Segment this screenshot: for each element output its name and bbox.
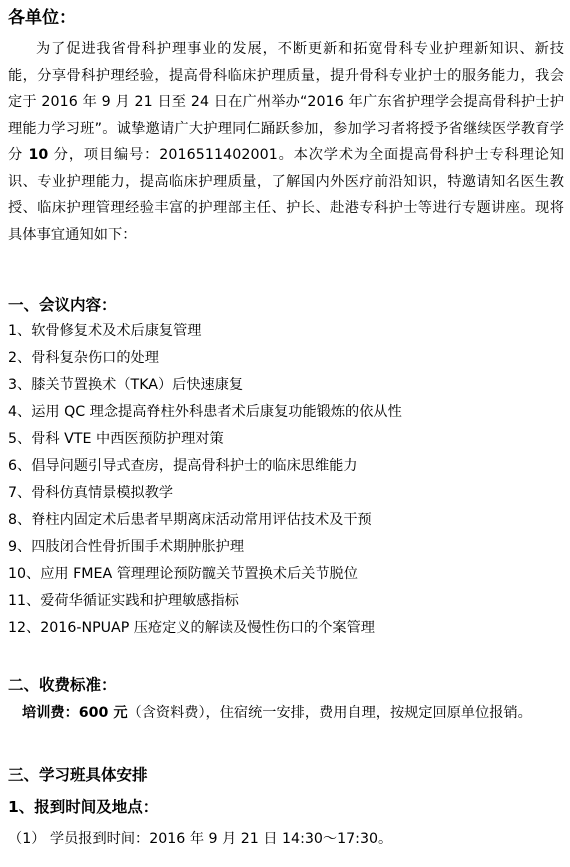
section2-title: 二、收费标准： bbox=[8, 676, 117, 694]
list-item: 1、软骨修复术及术后康复管理 bbox=[8, 323, 202, 339]
fee-text: （含资料费），住宿统一安排，费用自理，按规定回原单位报销。 bbox=[127, 705, 532, 721]
list-item: 9、四肢闭合性骨折围手术期肿胀护理 bbox=[8, 539, 245, 555]
list-item: 3、膝关节置换术（TKA）后快速康复 bbox=[8, 377, 244, 393]
salutation: 各单位： bbox=[8, 8, 76, 28]
fee-paragraph bbox=[8, 698, 564, 728]
arrival-subtitle: 1、报到时间及地点： bbox=[8, 798, 159, 816]
intro-credits: 10 bbox=[28, 147, 49, 163]
list-item: 12、2016-NPUAP 压疮定义的解读及慢性伤口的个案管理 bbox=[8, 620, 375, 636]
list-item: 7、骨科仿真情景模拟教学 bbox=[8, 485, 174, 501]
spacer bbox=[8, 248, 564, 292]
fee-amount: 600 元 bbox=[78, 705, 128, 721]
list-item: 2、骨科复杂伤口的处理 bbox=[8, 350, 159, 366]
spacer bbox=[8, 642, 564, 672]
section1-title: 一、会议内容： bbox=[8, 296, 117, 314]
meeting-content-list bbox=[8, 318, 564, 642]
intro-text-part2: 分，项目编号：2016511402001。本次学术为全面提高骨科护士专科理论知识、专业护理能力，提高临床护理质量，了解国内外医疗前沿知识，特邀请知名医生教授、临床护理管理经验丰富的护理部主任、护长、赴港专科护士等进行专题讲座。现将具体事宜通知如下： bbox=[8, 147, 564, 243]
list-item: 6、倡导问题引导式查房，提高骨科护士的临床思维能力 bbox=[8, 458, 358, 474]
list-item: 5、骨科 VTE 中西医预防护理对策 bbox=[8, 431, 224, 447]
list-item: 10、应用 FMEA 管理理论预防髋关节置换术后关节脱位 bbox=[8, 566, 358, 582]
list-item: 11、爱荷华循证实践和护理敏感指标 bbox=[8, 593, 239, 609]
arrival-time-line: （1） 学员报到时间：2016 年 9 月 21 日 14:30～17:30。 bbox=[8, 831, 393, 847]
section3-title: 三、学习班具体安排 bbox=[8, 766, 148, 784]
fee-label: 培训费： bbox=[22, 705, 79, 721]
list-item: 8、脊柱内固定术后患者早期离床活动常用评估技术及干预 bbox=[8, 512, 372, 528]
list-item: 4、运用 QC 理念提高脊柱外科患者术后康复功能锻炼的依从性 bbox=[8, 404, 402, 420]
intro-text-part1: 为了促进我省骨科护理事业的发展，不断更新和拓宽骨科专业护理新知识、新技能，分享骨科护理经验，提高骨科临床护理质量，提升骨科专业护士的服务能力，我会定于 2016 年 9 月 21 日至 24 日在广州举办“2016 年广东省护理学会提高骨科护士护理能力学习班”。诚挚邀请广大护理同仁踊跃参加，参加学习者将授予省继续医学教育学分 bbox=[8, 41, 564, 163]
document-page bbox=[8, 0, 564, 852]
spacer bbox=[8, 728, 564, 762]
intro-paragraph bbox=[8, 36, 564, 248]
